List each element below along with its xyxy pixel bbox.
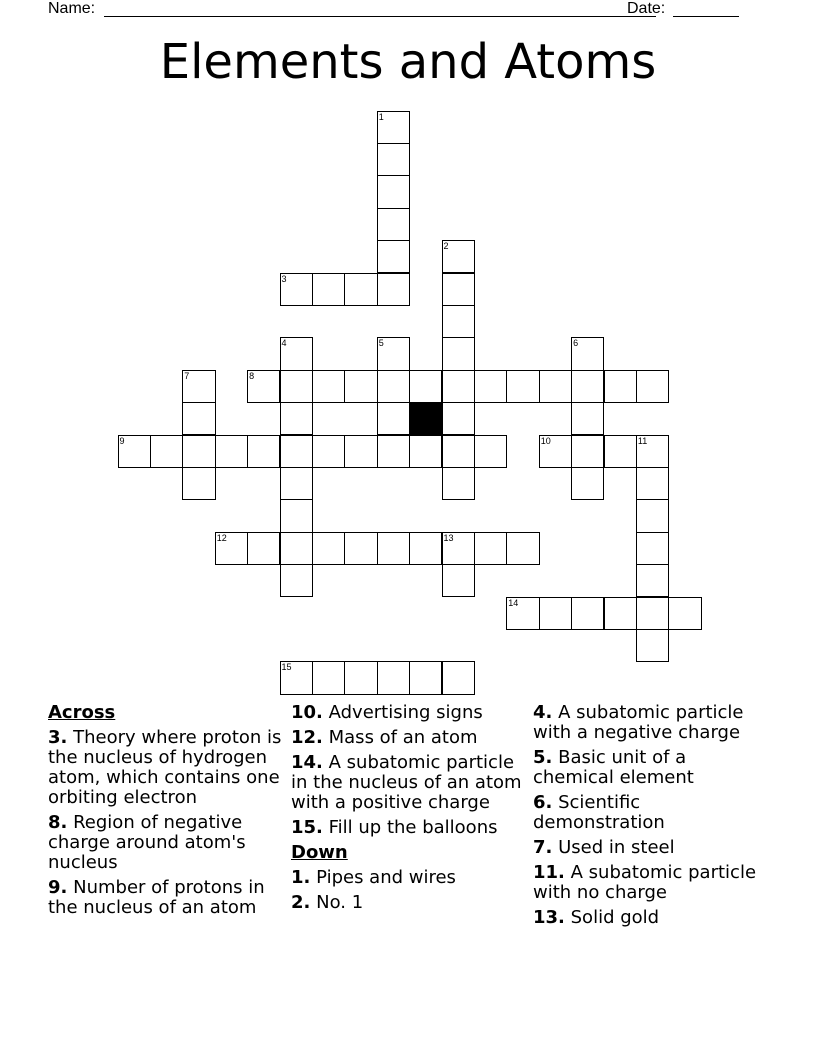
crossword-cell[interactable] (571, 435, 604, 468)
cell-number: 7 (184, 370, 190, 381)
cell-number: 13 (443, 532, 454, 543)
clue-down-13: 13. Solid gold (533, 907, 660, 928)
crossword-cell[interactable] (442, 240, 475, 273)
date-label: Date: (627, 0, 666, 17)
down-heading: Down (291, 842, 348, 863)
clue-down-4: 4. A subatomic particle with a negative charge (533, 702, 744, 743)
crossword-cell[interactable] (442, 402, 475, 435)
crossword-cell[interactable] (506, 370, 539, 403)
crossword-cell[interactable] (344, 435, 377, 468)
cell-number: 15 (281, 662, 292, 673)
clue-down-6: 6. Scientific demonstration (533, 792, 665, 833)
crossword-cell[interactable] (280, 467, 313, 500)
crossword-cell[interactable] (442, 370, 475, 403)
crossword-cell[interactable] (377, 370, 410, 403)
clue-across-3: 3. Theory where proton is the nucleus of hydrogen atom, which contains one orbiting electron (48, 727, 282, 808)
clue-across-10: 10. Advertising signs (291, 702, 483, 723)
cell-number: 2 (443, 241, 449, 252)
crossword-cell[interactable] (182, 402, 215, 435)
crossword-cell[interactable] (377, 337, 410, 370)
cell-number: 8 (249, 370, 255, 381)
crossword-cell[interactable] (247, 435, 280, 468)
crossword-cell[interactable] (636, 629, 669, 662)
crossword-cell[interactable] (442, 661, 475, 694)
crossword-cell[interactable] (636, 499, 669, 532)
crossword-cell[interactable] (636, 370, 669, 403)
cell-number: 12 (216, 532, 227, 543)
crossword-cell[interactable] (442, 273, 475, 306)
crossword-cell[interactable] (377, 661, 410, 694)
crossword-cell[interactable] (280, 370, 313, 403)
crossword-cell[interactable] (636, 532, 669, 565)
crossword-cell[interactable] (506, 532, 539, 565)
crossword-cell[interactable] (571, 597, 604, 630)
crossword-cell[interactable] (377, 143, 410, 176)
crossword-cell[interactable] (409, 532, 442, 565)
crossword-cell[interactable] (571, 337, 604, 370)
clues-column-3 (533, 703, 771, 933)
crossword-cell[interactable] (377, 208, 410, 241)
crossword-cell[interactable] (280, 499, 313, 532)
crossword-cell[interactable] (604, 370, 637, 403)
cell-number: 4 (281, 338, 287, 349)
crossword-cell[interactable] (442, 435, 475, 468)
name-label: Name: (48, 0, 96, 17)
crossword-cell[interactable] (474, 370, 507, 403)
clue-down-11: 11. A subatomic particle with no charge (533, 862, 757, 903)
crossword-cell[interactable] (604, 597, 637, 630)
crossword-cell[interactable] (280, 661, 313, 694)
clue-down-5: 5. Basic unit of a chemical element (533, 747, 694, 788)
crossword-cell[interactable] (312, 435, 345, 468)
crossword-cell[interactable] (474, 435, 507, 468)
cell-number: 9 (119, 435, 125, 446)
clue-down-7: 7. Used in steel (533, 837, 675, 858)
crossword-cell[interactable] (377, 402, 410, 435)
crossword-cell[interactable] (668, 597, 701, 630)
clue-across-14: 14. A subatomic particle in the nucleus of an atom with a positive charge (291, 752, 522, 813)
crossword-cell[interactable] (215, 532, 248, 565)
crossword-cell[interactable] (182, 467, 215, 500)
black-cell (409, 402, 442, 435)
across-heading: Across (48, 702, 116, 723)
crossword-cell[interactable] (409, 435, 442, 468)
crossword-cell[interactable] (312, 532, 345, 565)
crossword-cell[interactable] (442, 467, 475, 500)
crossword-cell[interactable] (312, 370, 345, 403)
crossword-cell[interactable] (409, 370, 442, 403)
cell-number: 14 (508, 597, 519, 608)
crossword-cell[interactable] (247, 532, 280, 565)
crossword-cell[interactable] (344, 661, 377, 694)
cell-number: 11 (637, 435, 648, 446)
cell-number: 10 (540, 435, 551, 446)
crossword-cell[interactable] (280, 273, 313, 306)
crossword-cell[interactable] (377, 175, 410, 208)
crossword-cell[interactable] (344, 532, 377, 565)
clue-across-15: 15. Fill up the balloons (291, 817, 498, 838)
crossword-cell[interactable] (571, 402, 604, 435)
crossword-cell[interactable] (571, 467, 604, 500)
crossword-cell[interactable] (377, 532, 410, 565)
cell-number: 5 (378, 338, 384, 349)
crossword-cell[interactable] (571, 370, 604, 403)
crossword-cell[interactable] (377, 111, 410, 144)
crossword-cell[interactable] (636, 435, 669, 468)
crossword-cell[interactable] (280, 337, 313, 370)
crossword-cell[interactable] (442, 337, 475, 370)
crossword-cell[interactable] (474, 532, 507, 565)
clues-column-1 (48, 703, 286, 923)
crossword-cell[interactable] (280, 402, 313, 435)
clue-down-1: 1. Pipes and wires (291, 867, 456, 888)
crossword-cell[interactable] (182, 435, 215, 468)
crossword-cell[interactable] (442, 532, 475, 565)
crossword-cell[interactable] (280, 564, 313, 597)
crossword-cell[interactable] (215, 435, 248, 468)
crossword-cell[interactable] (344, 370, 377, 403)
crossword-cell[interactable] (150, 435, 183, 468)
crossword-cell[interactable] (377, 435, 410, 468)
crossword-cell[interactable] (344, 273, 377, 306)
crossword-cell[interactable] (280, 435, 313, 468)
cell-number: 1 (378, 111, 384, 122)
crossword-cell[interactable] (539, 435, 572, 468)
crossword-cell[interactable] (377, 273, 410, 306)
crossword-cell[interactable] (118, 435, 151, 468)
clue-across-8: 8. Region of negative charge around atom's nucleus (48, 812, 246, 873)
clues-column-2 (291, 703, 529, 918)
page-title: Elements and Atoms (159, 34, 657, 90)
crossword-cell[interactable] (636, 564, 669, 597)
crossword-cell[interactable] (604, 435, 637, 468)
crossword-cell[interactable] (182, 370, 215, 403)
crossword-cell[interactable] (312, 661, 345, 694)
cell-number: 6 (573, 338, 579, 349)
crossword-cell[interactable] (312, 273, 345, 306)
clue-across-9: 9. Number of protons in the nucleus of an atom (48, 877, 265, 918)
crossword-cell[interactable] (636, 597, 669, 630)
crossword-cell[interactable] (506, 597, 539, 630)
cell-number: 3 (281, 273, 287, 284)
clue-across-12: 12. Mass of an atom (291, 727, 478, 748)
crossword-cell[interactable] (247, 370, 280, 403)
clue-down-2: 2. No. 1 (291, 892, 364, 913)
crossword-cell[interactable] (409, 661, 442, 694)
crossword-cell[interactable] (636, 467, 669, 500)
crossword-cell[interactable] (539, 597, 572, 630)
crossword-cell[interactable] (377, 240, 410, 273)
crossword-cell[interactable] (280, 532, 313, 565)
crossword-cell[interactable] (539, 370, 572, 403)
crossword-cell[interactable] (442, 305, 475, 338)
crossword-cell[interactable] (442, 564, 475, 597)
